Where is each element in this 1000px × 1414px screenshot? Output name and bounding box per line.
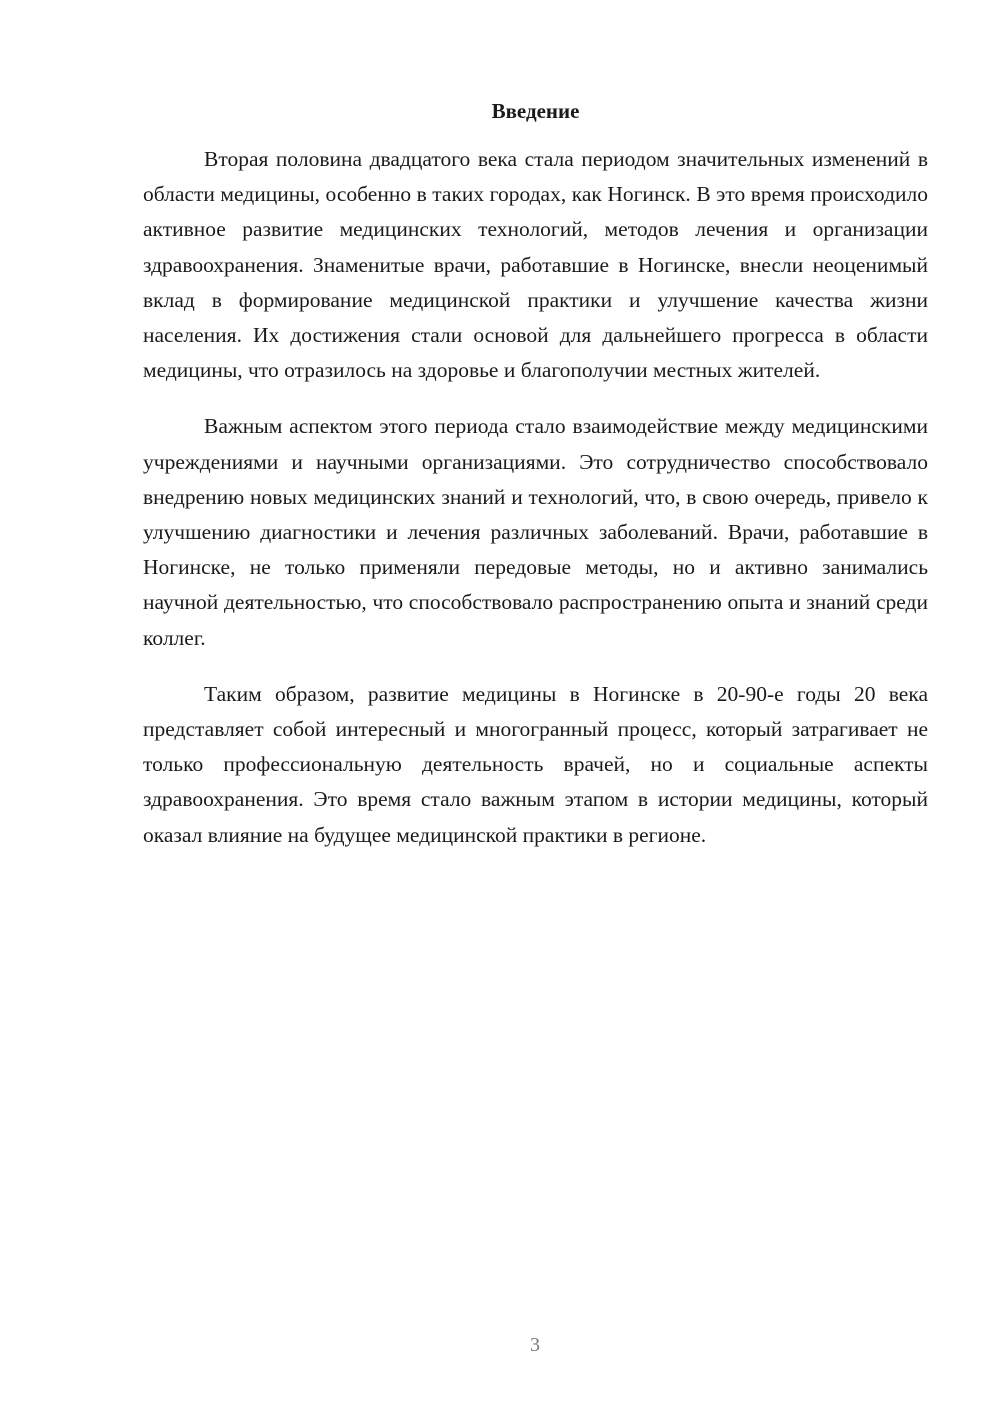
paragraph-1: Вторая половина двадцатого века стала периодом значительных изменений в области медицины, особенно в таких городах, как Ногинск. В это время происходило активное развитие медицинских технологий, методов лечения и организации здравоохранения. Знаменитые врачи, работавшие в Ногинске, внесли неоценимый вклад в формирование медицинской практики и улучшение качества жизни населения. Их достижения стали основой для дальнейшего прогресса в области медицины, что отразилось на здоровье и благополучии местных жителей.: [143, 147, 928, 383]
document-body: [143, 142, 928, 874]
paragraph-2: Важным аспектом этого периода стало взаимодействие между медицинскими учреждениями и научными организациями. Это сотрудничество способствовало внедрению новых медицинских знаний и технологий, что, в свою очередь, привело к улучшению диагностики и лечения различных заболеваний. Врачи, работавшие в Ногинске, не только применяли передовые методы, но и активно занимались научной деятельностью, что способствовало распространению опыта и знаний среди коллег.: [143, 414, 928, 650]
page-title: Введение: [491, 99, 580, 123]
page-number: 3: [530, 1334, 540, 1356]
paragraph-3: Таким образом, развитие медицины в Ногинске в 20-90-е годы 20 века представляет собой интересный и многогранный процесс, который затрагивает не только профессиональную деятельность врачей, но и социальные аспекты здравоохранения. Это время стало важным этапом в истории медицины, который оказал влияние на будущее медицинской практики в регионе.: [143, 681, 928, 847]
